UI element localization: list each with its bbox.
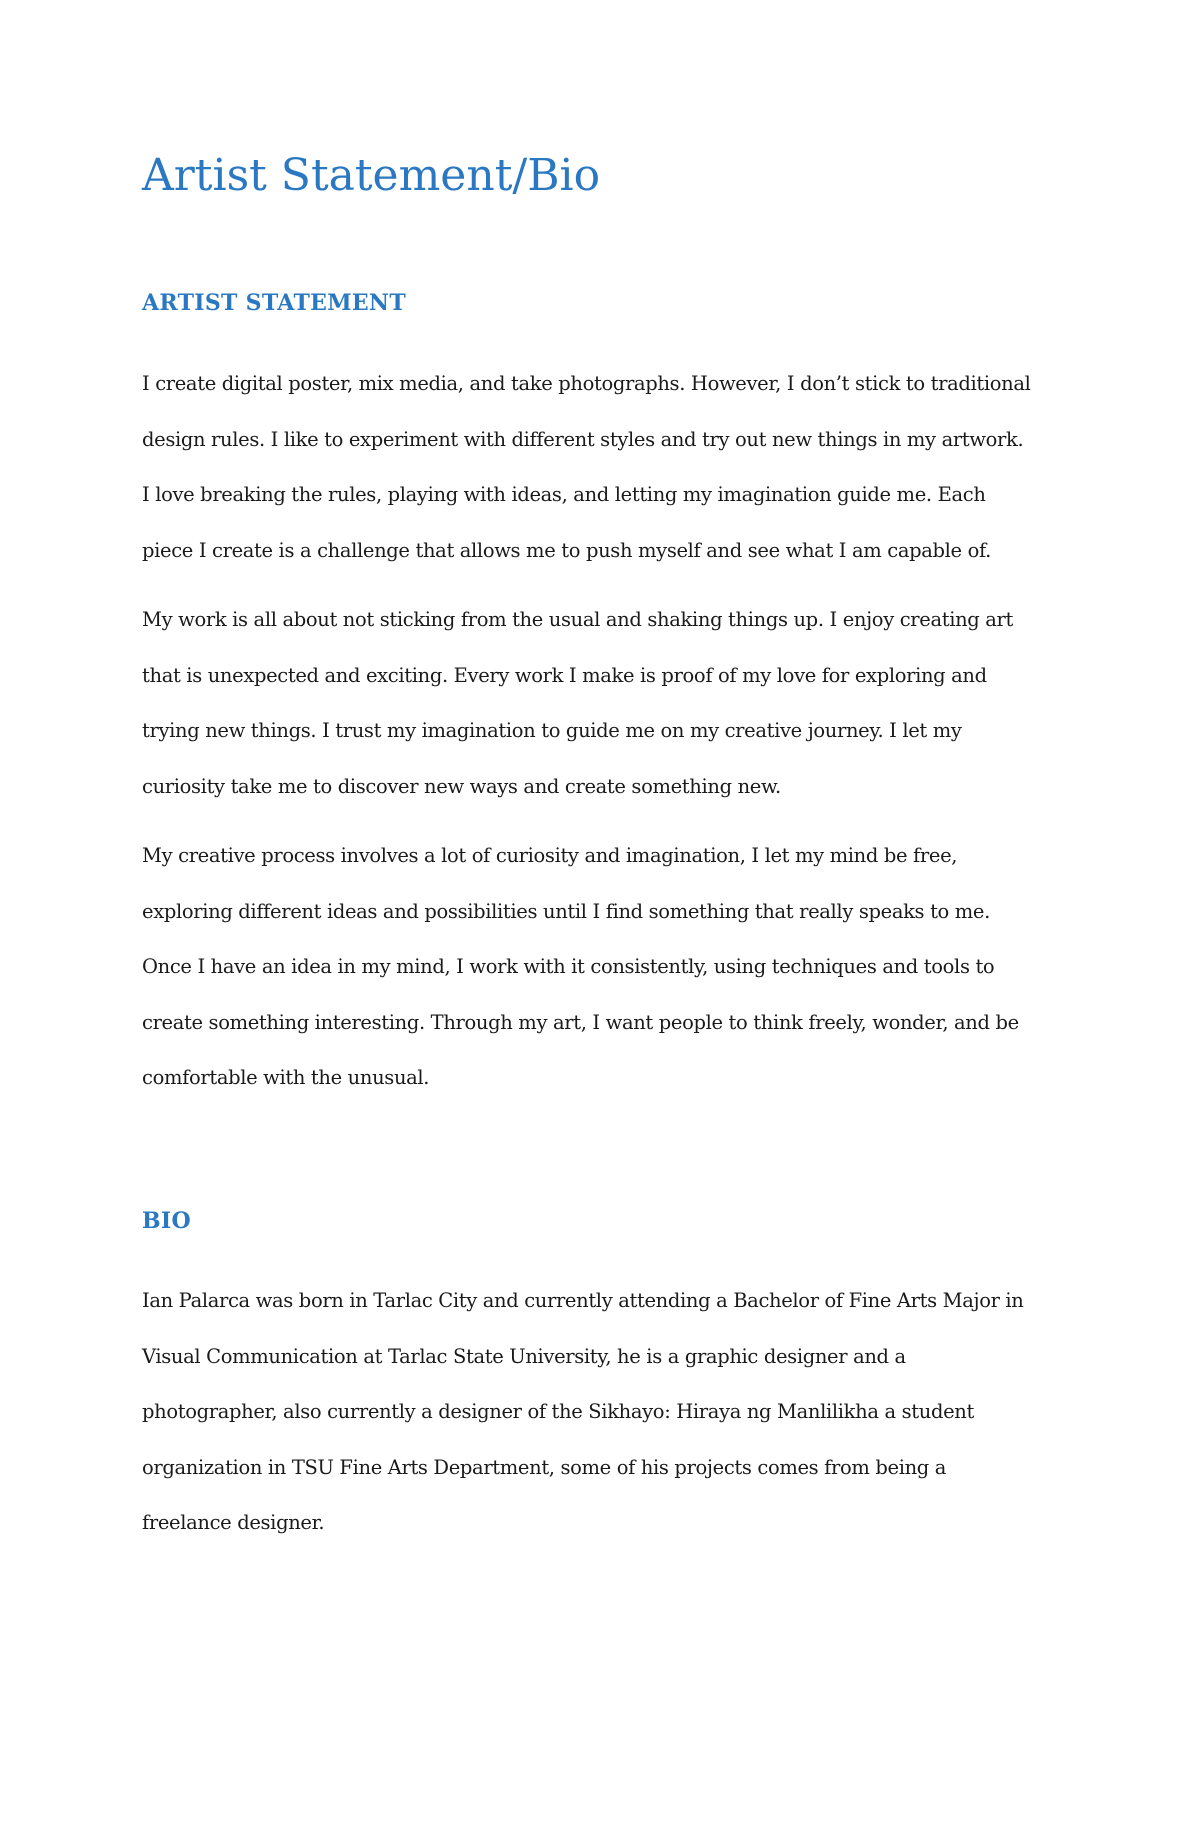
text-line: design rules. I like to experiment with different styles and try out new things in my artwork. [142, 427, 1024, 451]
artist-statement-paragraph-3 [142, 828, 1082, 1106]
text-line: trying new things. I trust my imagination to guide me on my creative journey. I let my [142, 719, 962, 742]
text-line: I love breaking the rules, playing with ideas, and letting my imagination guide me. Each [142, 483, 986, 506]
text-line: My creative process involves a lot of curiosity and imagination, I let my mind be free, [142, 844, 958, 867]
text-line: piece I create is a challenge that allows me to push myself and see what I am capable of. [142, 538, 991, 562]
text-line: freelance designer. [142, 1511, 325, 1534]
section-heading-bio: BIO [142, 1208, 191, 1234]
text-line: exploring different ideas and possibilities until I find something that really speaks to me. [142, 899, 990, 923]
text-line: My work is all about not sticking from the usual and shaking things up. I enjoy creating art [142, 608, 1014, 631]
section-heading-artist-statement: ARTIST STATEMENT [142, 290, 407, 316]
text-line: comfortable with the unusual. [142, 1066, 430, 1089]
text-line: organization in TSU Fine Arts Department, some of his projects comes from being a [142, 1455, 947, 1479]
text-line: Once I have an idea in my mind, I work with it consistently, using techniques and tools to [142, 955, 995, 978]
artist-statement-paragraph-1 [142, 356, 1082, 578]
text-line: curiosity take me to discover new ways and create something new. [142, 774, 781, 798]
artist-statement-paragraph-2 [142, 592, 1082, 814]
text-line: Visual Communication at Tarlac State University, he is a graphic designer and a [142, 1344, 906, 1368]
text-line: I create digital poster, mix media, and take photographs. However, I don’t stick to traditional [142, 372, 1031, 395]
text-line: create something interesting. Through my art, I want people to think freely, wonder, and be [142, 1010, 1019, 1034]
text-line: that is unexpected and exciting. Every work I make is proof of my love for exploring and [142, 663, 987, 687]
text-line: Ian Palarca was born in Tarlac City and currently attending a Bachelor of Fine Arts Major in [142, 1289, 1024, 1312]
document-title: Artist Statement/Bio [142, 150, 601, 201]
text-line: photographer, also currently a designer of the Sikhayo: Hiraya ng Manlilikha a student [142, 1400, 974, 1423]
bio-paragraph [142, 1273, 1082, 1551]
